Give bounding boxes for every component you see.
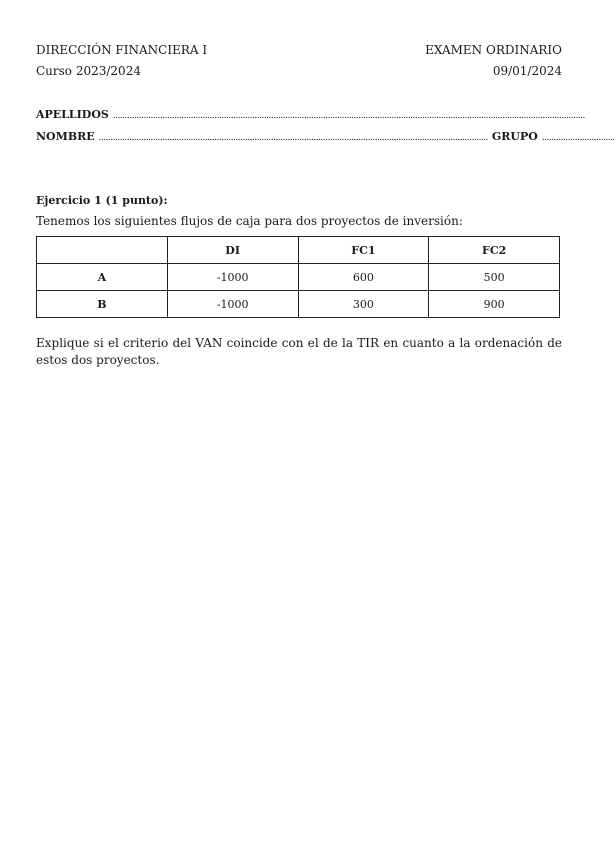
nombre-dots: ..................................................................................................................................................................... <box>98 133 489 143</box>
grupo-dots: ............................... <box>541 133 615 143</box>
apellidos-dots: ........................................................................................................................................................................................................ <box>112 111 585 121</box>
table-cell: 900 <box>429 291 560 318</box>
table-cell: 600 <box>298 264 429 291</box>
table-cell: -1000 <box>167 264 298 291</box>
apellidos-label: APELLIDOS <box>36 108 109 121</box>
header-row-top <box>36 43 562 57</box>
course-name: DIRECCIÓN FINANCIERA I <box>36 43 208 57</box>
nombre-label: NOMBRE <box>36 130 95 143</box>
exam-type: EXAMEN ORDINARIO <box>425 43 562 57</box>
table-cell: -1000 <box>167 291 298 318</box>
project-label: A <box>37 264 168 291</box>
table-row <box>37 291 560 318</box>
academic-year: Curso 2023/2024 <box>36 64 141 78</box>
exercise-title: Ejercicio 1 (1 punto): <box>36 194 168 207</box>
table-cell: 500 <box>429 264 560 291</box>
table-header-cell: FC2 <box>429 237 560 264</box>
exercise-intro: Tenemos los siguientes flujos de caja para dos proyectos de inversión: <box>36 214 463 228</box>
project-label: B <box>37 291 168 318</box>
exercise-question: Explique si el criterio del VAN coincide con el de la TIR en cuanto a la ordenación de estos dos proyectos. <box>36 336 562 367</box>
table-header-cell: DI <box>167 237 298 264</box>
nombre-field <box>36 130 615 145</box>
apellidos-field <box>36 108 585 123</box>
table-header-row <box>37 237 560 264</box>
header-row-bottom <box>36 64 562 78</box>
exam-date: 09/01/2024 <box>492 64 562 78</box>
table-row <box>37 264 560 291</box>
table-header-cell: FC1 <box>298 237 429 264</box>
cash-flow-table <box>36 236 560 318</box>
table-cell: 300 <box>298 291 429 318</box>
grupo-label: GRUPO <box>491 130 538 143</box>
table-header-cell <box>37 237 168 264</box>
